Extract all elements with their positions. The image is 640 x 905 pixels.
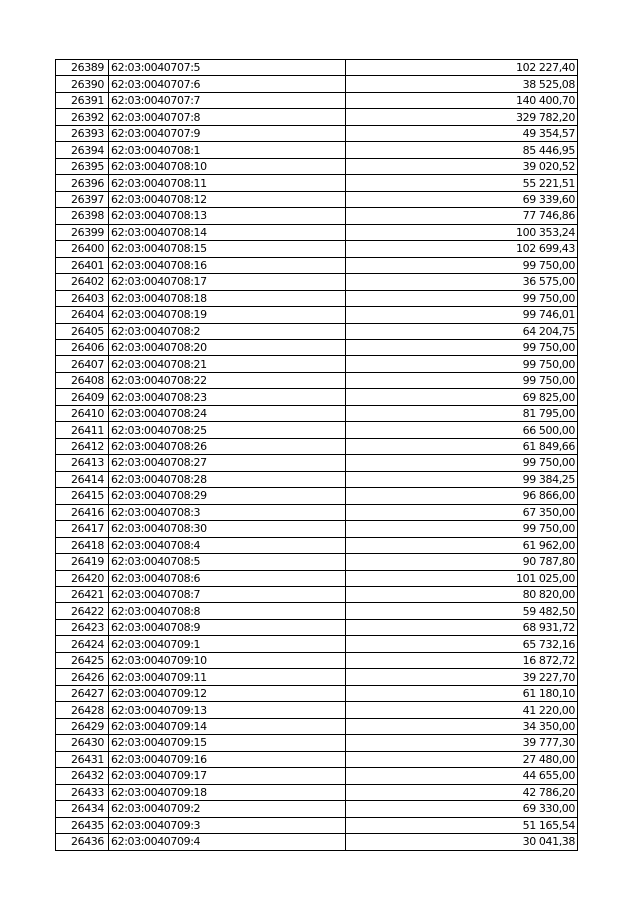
row-number-cell: 26424	[56, 636, 109, 652]
value-cell: 65 732,16	[346, 636, 578, 652]
table-row	[56, 735, 578, 751]
row-number-cell: 26431	[56, 751, 109, 767]
cadastral-number-cell: 62:03:0040709:3	[109, 817, 346, 833]
table-row	[56, 241, 578, 257]
value-cell: 99 750,00	[346, 257, 578, 273]
table-row	[56, 619, 578, 635]
table-row	[56, 142, 578, 158]
cadastral-number-cell: 62:03:0040707:6	[109, 76, 346, 92]
value-cell: 44 655,00	[346, 768, 578, 784]
cadastral-number-cell: 62:03:0040708:24	[109, 405, 346, 421]
table-row	[56, 175, 578, 191]
value-cell: 102 227,40	[346, 60, 578, 76]
value-cell: 27 480,00	[346, 751, 578, 767]
row-number-cell: 26405	[56, 323, 109, 339]
row-number-cell: 26400	[56, 241, 109, 257]
table-row	[56, 405, 578, 421]
cadastral-number-cell: 62:03:0040708:20	[109, 339, 346, 355]
table-row	[56, 257, 578, 273]
table-row	[56, 834, 578, 850]
value-cell: 30 041,38	[346, 834, 578, 850]
cadastral-number-cell: 62:03:0040708:16	[109, 257, 346, 273]
row-number-cell: 26427	[56, 685, 109, 701]
row-number-cell: 26397	[56, 191, 109, 207]
value-cell: 61 962,00	[346, 537, 578, 553]
row-number-cell: 26403	[56, 290, 109, 306]
row-number-cell: 26423	[56, 619, 109, 635]
row-number-cell: 26389	[56, 60, 109, 76]
value-cell: 38 525,08	[346, 76, 578, 92]
row-number-cell: 26416	[56, 504, 109, 520]
value-cell: 16 872,72	[346, 652, 578, 668]
table-row	[56, 125, 578, 141]
table-row	[56, 537, 578, 553]
cadastral-number-cell: 62:03:0040709:11	[109, 669, 346, 685]
table-row	[56, 208, 578, 224]
cadastral-number-cell: 62:03:0040707:5	[109, 60, 346, 76]
table-row	[56, 109, 578, 125]
cadastral-number-cell: 62:03:0040709:15	[109, 735, 346, 751]
table-row	[56, 636, 578, 652]
row-number-cell: 26404	[56, 307, 109, 323]
value-cell: 66 500,00	[346, 422, 578, 438]
row-number-cell: 26392	[56, 109, 109, 125]
row-number-cell: 26411	[56, 422, 109, 438]
value-cell: 99 384,25	[346, 471, 578, 487]
row-number-cell: 26414	[56, 471, 109, 487]
cadastral-number-cell: 62:03:0040708:1	[109, 142, 346, 158]
row-number-cell: 26393	[56, 125, 109, 141]
table-row	[56, 191, 578, 207]
cadastral-number-cell: 62:03:0040707:9	[109, 125, 346, 141]
table-row	[56, 158, 578, 174]
cadastral-number-cell: 62:03:0040708:2	[109, 323, 346, 339]
cadastral-number-cell: 62:03:0040708:6	[109, 570, 346, 586]
cadastral-number-cell: 62:03:0040709:16	[109, 751, 346, 767]
value-cell: 80 820,00	[346, 587, 578, 603]
cadastral-number-cell: 62:03:0040709:14	[109, 718, 346, 734]
table-row	[56, 307, 578, 323]
row-number-cell: 26398	[56, 208, 109, 224]
value-cell: 99 750,00	[346, 372, 578, 388]
value-cell: 34 350,00	[346, 718, 578, 734]
row-number-cell: 26422	[56, 603, 109, 619]
cadastral-number-cell: 62:03:0040708:13	[109, 208, 346, 224]
value-cell: 99 746,01	[346, 307, 578, 323]
table-row	[56, 751, 578, 767]
value-cell: 61 849,66	[346, 438, 578, 454]
cadastral-number-cell: 62:03:0040707:8	[109, 109, 346, 125]
cadastral-number-cell: 62:03:0040708:5	[109, 554, 346, 570]
row-number-cell: 26429	[56, 718, 109, 734]
table-row	[56, 587, 578, 603]
value-cell: 39 777,30	[346, 735, 578, 751]
table-row	[56, 455, 578, 471]
cadastral-number-cell: 62:03:0040709:13	[109, 702, 346, 718]
row-number-cell: 26436	[56, 834, 109, 850]
row-number-cell: 26410	[56, 405, 109, 421]
table-row	[56, 570, 578, 586]
row-number-cell: 26390	[56, 76, 109, 92]
table-row	[56, 801, 578, 817]
row-number-cell: 26399	[56, 224, 109, 240]
table-row	[56, 768, 578, 784]
value-cell: 39 020,52	[346, 158, 578, 174]
cadastral-number-cell: 62:03:0040709:4	[109, 834, 346, 850]
value-cell: 67 350,00	[346, 504, 578, 520]
value-cell: 90 787,80	[346, 554, 578, 570]
cadastral-number-cell: 62:03:0040709:10	[109, 652, 346, 668]
cadastral-number-cell: 62:03:0040708:26	[109, 438, 346, 454]
table-row	[56, 60, 578, 76]
value-cell: 69 330,00	[346, 801, 578, 817]
cadastral-number-cell: 62:03:0040708:7	[109, 587, 346, 603]
table-row	[56, 669, 578, 685]
table-row	[56, 554, 578, 570]
row-number-cell: 26417	[56, 521, 109, 537]
cadastral-number-cell: 62:03:0040708:8	[109, 603, 346, 619]
row-number-cell: 26435	[56, 817, 109, 833]
cadastral-number-cell: 62:03:0040708:27	[109, 455, 346, 471]
value-cell: 329 782,20	[346, 109, 578, 125]
table-row	[56, 784, 578, 800]
row-number-cell: 26407	[56, 356, 109, 372]
value-cell: 102 699,43	[346, 241, 578, 257]
cadastral-number-cell: 62:03:0040708:12	[109, 191, 346, 207]
cadastral-number-cell: 62:03:0040709:12	[109, 685, 346, 701]
value-cell: 49 354,57	[346, 125, 578, 141]
value-cell: 36 575,00	[346, 274, 578, 290]
value-cell: 99 750,00	[346, 521, 578, 537]
table-row	[56, 224, 578, 240]
cadastral-number-cell: 62:03:0040708:30	[109, 521, 346, 537]
value-cell: 85 446,95	[346, 142, 578, 158]
table-row	[56, 356, 578, 372]
table-row	[56, 521, 578, 537]
value-cell: 39 227,70	[346, 669, 578, 685]
value-cell: 69 339,60	[346, 191, 578, 207]
row-number-cell: 26394	[56, 142, 109, 158]
row-number-cell: 26408	[56, 372, 109, 388]
table-row	[56, 685, 578, 701]
row-number-cell: 26402	[56, 274, 109, 290]
value-cell: 99 750,00	[346, 455, 578, 471]
row-number-cell: 26401	[56, 257, 109, 273]
value-cell: 77 746,86	[346, 208, 578, 224]
table-row	[56, 504, 578, 520]
cadastral-number-cell: 62:03:0040709:2	[109, 801, 346, 817]
row-number-cell: 26433	[56, 784, 109, 800]
row-number-cell: 26434	[56, 801, 109, 817]
value-cell: 96 866,00	[346, 488, 578, 504]
value-cell: 61 180,10	[346, 685, 578, 701]
cadastral-number-cell: 62:03:0040708:22	[109, 372, 346, 388]
cadastral-number-cell: 62:03:0040708:29	[109, 488, 346, 504]
value-cell: 99 750,00	[346, 290, 578, 306]
table-row	[56, 488, 578, 504]
value-cell: 81 795,00	[346, 405, 578, 421]
cadastral-number-cell: 62:03:0040708:15	[109, 241, 346, 257]
cadastral-number-cell: 62:03:0040708:10	[109, 158, 346, 174]
table-row	[56, 92, 578, 108]
cadastral-number-cell: 62:03:0040709:18	[109, 784, 346, 800]
table-row	[56, 389, 578, 405]
cadastral-number-cell: 62:03:0040708:19	[109, 307, 346, 323]
table-row	[56, 274, 578, 290]
value-cell: 69 825,00	[346, 389, 578, 405]
cadastral-value-table	[55, 59, 578, 851]
cadastral-number-cell: 62:03:0040708:4	[109, 537, 346, 553]
value-cell: 101 025,00	[346, 570, 578, 586]
value-cell: 99 750,00	[346, 356, 578, 372]
cadastral-number-cell: 62:03:0040708:9	[109, 619, 346, 635]
cadastral-number-cell: 62:03:0040708:21	[109, 356, 346, 372]
cadastral-number-cell: 62:03:0040708:11	[109, 175, 346, 191]
table-row	[56, 339, 578, 355]
value-cell: 51 165,54	[346, 817, 578, 833]
row-number-cell: 26420	[56, 570, 109, 586]
row-number-cell: 26409	[56, 389, 109, 405]
value-cell: 68 931,72	[346, 619, 578, 635]
row-number-cell: 26415	[56, 488, 109, 504]
cadastral-number-cell: 62:03:0040708:17	[109, 274, 346, 290]
cadastral-number-cell: 62:03:0040709:17	[109, 768, 346, 784]
table-row	[56, 76, 578, 92]
value-cell: 140 400,70	[346, 92, 578, 108]
table-body	[56, 60, 578, 851]
row-number-cell: 26421	[56, 587, 109, 603]
value-cell: 100 353,24	[346, 224, 578, 240]
cadastral-number-cell: 62:03:0040708:25	[109, 422, 346, 438]
table-row	[56, 290, 578, 306]
value-cell: 99 750,00	[346, 339, 578, 355]
table-row	[56, 323, 578, 339]
cadastral-number-cell: 62:03:0040709:1	[109, 636, 346, 652]
table-row	[56, 702, 578, 718]
row-number-cell: 26426	[56, 669, 109, 685]
value-cell: 41 220,00	[346, 702, 578, 718]
row-number-cell: 26425	[56, 652, 109, 668]
table-row	[56, 652, 578, 668]
row-number-cell: 26395	[56, 158, 109, 174]
row-number-cell: 26391	[56, 92, 109, 108]
cadastral-number-cell: 62:03:0040707:7	[109, 92, 346, 108]
table-row	[56, 422, 578, 438]
row-number-cell: 26413	[56, 455, 109, 471]
value-cell: 55 221,51	[346, 175, 578, 191]
table-row	[56, 718, 578, 734]
row-number-cell: 26428	[56, 702, 109, 718]
cadastral-number-cell: 62:03:0040708:23	[109, 389, 346, 405]
table-row	[56, 471, 578, 487]
table-row	[56, 438, 578, 454]
value-cell: 59 482,50	[346, 603, 578, 619]
row-number-cell: 26419	[56, 554, 109, 570]
table-row	[56, 372, 578, 388]
row-number-cell: 26432	[56, 768, 109, 784]
cadastral-number-cell: 62:03:0040708:18	[109, 290, 346, 306]
row-number-cell: 26430	[56, 735, 109, 751]
row-number-cell: 26418	[56, 537, 109, 553]
cadastral-number-cell: 62:03:0040708:14	[109, 224, 346, 240]
value-cell: 42 786,20	[346, 784, 578, 800]
row-number-cell: 26412	[56, 438, 109, 454]
cadastral-number-cell: 62:03:0040708:3	[109, 504, 346, 520]
value-cell: 64 204,75	[346, 323, 578, 339]
table-row	[56, 817, 578, 833]
row-number-cell: 26406	[56, 339, 109, 355]
table-row	[56, 603, 578, 619]
cadastral-number-cell: 62:03:0040708:28	[109, 471, 346, 487]
row-number-cell: 26396	[56, 175, 109, 191]
